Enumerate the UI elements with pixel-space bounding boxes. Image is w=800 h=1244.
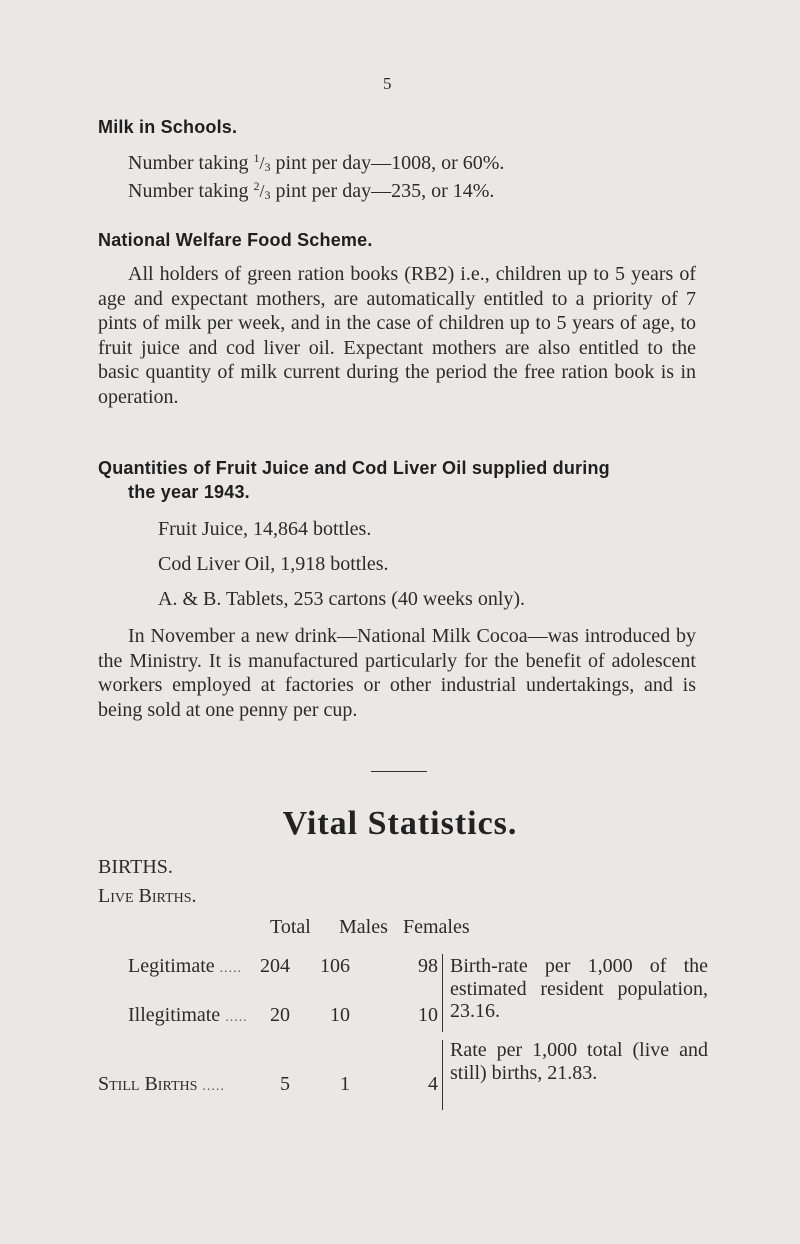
quantities-heading-line2: the year 1943. [128, 482, 250, 502]
quantity-item-cod-liver-oil: Cod Liver Oil, 1,918 bottles. [158, 553, 389, 575]
illegitimate-males: 10 [330, 1004, 350, 1026]
row-label-still-births [98, 1073, 225, 1096]
milk-line2-prefix: Number taking [128, 180, 254, 202]
milk-line1-prefix: Number taking [128, 152, 254, 174]
quantities-heading-line1: Quantities of Fruit Juice and Cod Liver Oil supplied during [98, 458, 610, 478]
still-births-total: 5 [280, 1073, 290, 1095]
fraction-numerator: 2 [253, 179, 260, 193]
section-divider [371, 771, 427, 772]
page-number: 5 [383, 74, 392, 93]
row-label-legitimate [128, 955, 242, 978]
legitimate-females: 98 [418, 955, 438, 977]
still-births-males: 1 [340, 1073, 350, 1095]
quantity-item-fruit-juice: Fruit Juice, 14,864 bottles. [158, 518, 372, 540]
milk-in-schools-heading: Milk in Schools. [98, 117, 238, 137]
legitimate-males: 106 [320, 955, 350, 977]
illegitimate-females: 10 [418, 1004, 438, 1026]
births-label: BIRTHS. [98, 856, 173, 878]
column-females: Females [403, 916, 470, 938]
still-rate-bracket [442, 1040, 449, 1110]
legitimate-total: 204 [260, 955, 290, 977]
welfare-scheme-heading: National Welfare Food Scheme. [98, 230, 373, 250]
column-males: Males [339, 916, 388, 938]
row-label-text: Legitimate [128, 955, 215, 977]
fraction-denominator: 3 [264, 188, 271, 202]
vital-statistics-title: Vital Statistics. [282, 805, 518, 842]
live-births-label: Live Births. [98, 885, 197, 907]
leader-dots: ..... [202, 1079, 225, 1094]
row-label-text: Still Births [98, 1073, 198, 1095]
birth-rate-note: Birth-rate per 1,000 of the estimated resident population, 23.16. [450, 955, 708, 1022]
fraction-numerator: 1 [253, 151, 260, 165]
fraction-denominator: 3 [264, 160, 271, 174]
welfare-scheme-paragraph: All holders of green ration books (RB2) i.e., children up to 5 years of age and expectant mothers, are automatically entitled to a priority of 7 pints of milk per week, and in the case of children up to 5 years of age, to fruit juice and cod liver oil. Expectant mothers are also entitled to the basic quantity of milk current during the period the free ration book is in operation. [98, 263, 696, 408]
row-label-text: Illegitimate [128, 1004, 221, 1026]
quantity-item-tablets: A. & B. Tablets, 253 cartons (40 weeks only). [158, 588, 526, 610]
leader-dots: ..... [225, 1010, 248, 1025]
milk-line-one-third: Number taking $^1$/3 pint per day—1008, or 60%. [128, 151, 505, 174]
milk-line1-suffix: pint per day—1008, or 60%. [270, 152, 505, 174]
row-label-illegitimate [128, 1004, 248, 1027]
still-rate-note: Rate per 1,000 total (live and still) births, 21.83. [450, 1039, 708, 1084]
still-births-females: 4 [428, 1073, 438, 1095]
leader-dots: ..... [219, 961, 243, 976]
milk-line-two-thirds: Number taking $^2$/3 pint per day—235, or 14%. [128, 179, 495, 202]
column-total: Total [270, 916, 311, 938]
milk-cocoa-paragraph: In November a new drink—National Milk Cocoa—was introduced by the Ministry. It is manufactured particularly for the benefit of adolescent workers employed at factories or other industrial undertakings, and is being sold at one penny per cup. [98, 625, 696, 721]
milk-line2-suffix: pint per day—235, or 14%. [270, 180, 495, 202]
illegitimate-total: 20 [270, 1004, 290, 1026]
birth-rate-bracket [442, 954, 449, 1032]
